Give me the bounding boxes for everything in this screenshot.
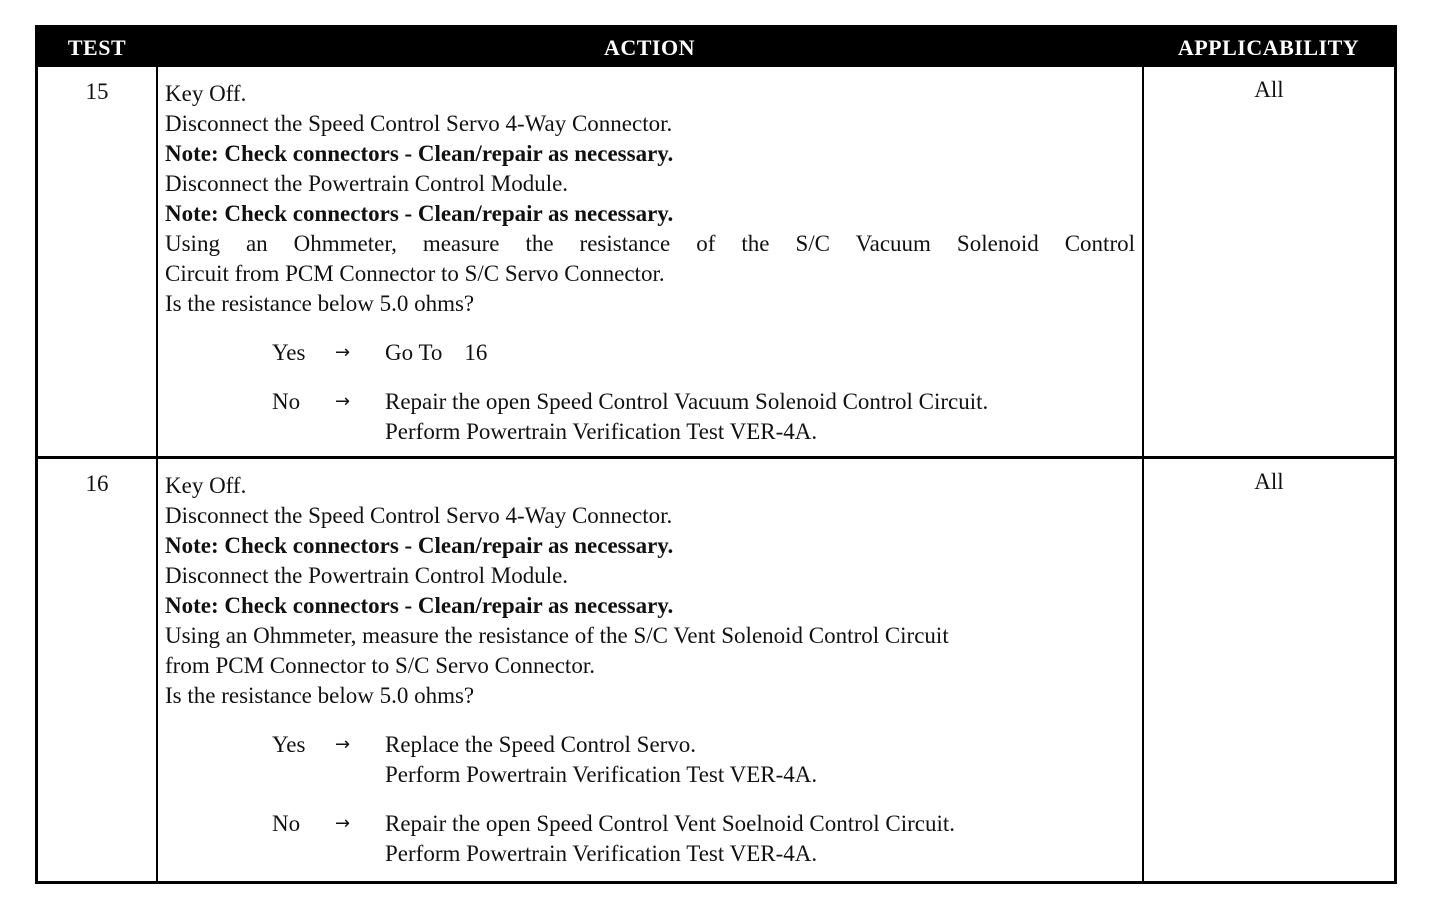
action-line: from PCM Connector to S/C Servo Connector. — [165, 653, 595, 678]
right-arrow-icon: → — [335, 342, 351, 363]
diagnostic-test-table — [35, 25, 1397, 884]
action-line: Disconnect the Powertrain Control Module. — [165, 171, 569, 196]
right-arrow-icon: → — [335, 813, 351, 834]
no-label: No — [272, 389, 301, 414]
note-line: Note: Check connectors - Clean/repair as necessary. — [165, 201, 674, 226]
header-test: TEST — [67, 35, 127, 60]
no-label: No — [272, 811, 301, 836]
action-line: Key Off. — [165, 81, 247, 106]
action-line: Using an Ohmmeter, measure the resistance of the S/C Vacuum Solenoid Control — [165, 231, 1135, 256]
header-applicability: APPLICABILITY — [1177, 35, 1360, 60]
yes-label: Yes — [272, 732, 306, 757]
note-line: Note: Check connectors - Clean/repair as necessary. — [165, 593, 674, 618]
action-line: Disconnect the Speed Control Servo 4-Way Connector. — [165, 503, 673, 528]
test-number: 16 — [85, 471, 109, 496]
yes-text — [385, 338, 487, 368]
yes-result — [165, 338, 1135, 368]
action-line: Disconnect the Powertrain Control Module. — [165, 563, 569, 588]
right-arrow-icon: → — [335, 734, 351, 755]
yes-text-continued: Perform Powertrain Verification Test VER-4A. — [385, 762, 818, 787]
note-line: Note: Check connectors - Clean/repair as necessary. — [165, 533, 674, 558]
no-text-continued: Perform Powertrain Verification Test VER-4A. — [385, 841, 818, 866]
note-line: Note: Check connectors - Clean/repair as necessary. — [165, 141, 674, 166]
no-result — [165, 387, 1135, 417]
right-arrow-icon: → — [335, 391, 351, 412]
no-text: Repair the open Speed Control Vacuum Solenoid Control Circuit. — [385, 389, 989, 414]
action-line: Key Off. — [165, 473, 247, 498]
action-line: Using an Ohmmeter, measure the resistance of the S/C Vent Solenoid Control Circuit — [165, 623, 949, 648]
header-action: ACTION — [603, 35, 695, 60]
question-line: Is the resistance below 5.0 ohms? — [165, 291, 475, 316]
table-row — [38, 459, 1394, 881]
applicability-value: All — [1254, 469, 1284, 494]
yes-text: Replace the Speed Control Servo. — [385, 732, 697, 757]
goto-label: Go To — [385, 340, 443, 365]
yes-result — [165, 730, 1135, 760]
goto-test-number: 16 — [464, 340, 488, 365]
table-header — [38, 28, 1394, 67]
test-number: 15 — [85, 79, 109, 104]
no-text-continued: Perform Powertrain Verification Test VER-4A. — [385, 419, 818, 444]
no-result — [165, 809, 1135, 839]
action-cell — [165, 79, 1135, 447]
no-text: Repair the open Speed Control Vent Soelnoid Control Circuit. — [385, 811, 956, 836]
question-line: Is the resistance below 5.0 ohms? — [165, 683, 475, 708]
yes-label: Yes — [272, 340, 306, 365]
action-line: Circuit from PCM Connector to S/C Servo Connector. — [165, 261, 665, 286]
table-row — [38, 67, 1394, 456]
action-line: Disconnect the Speed Control Servo 4-Way Connector. — [165, 111, 673, 136]
action-cell — [165, 471, 1135, 869]
applicability-value: All — [1254, 77, 1284, 102]
